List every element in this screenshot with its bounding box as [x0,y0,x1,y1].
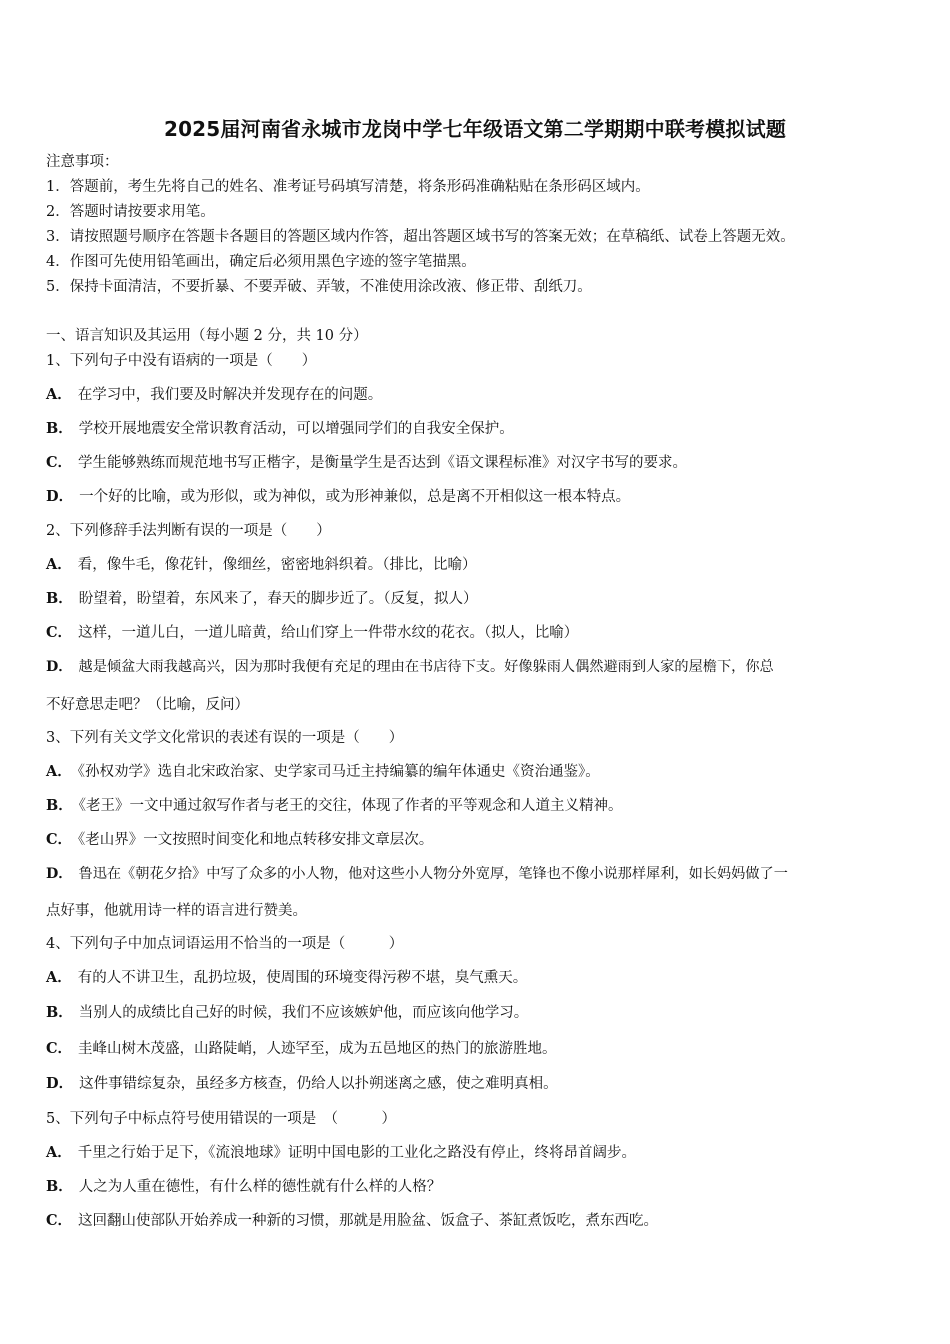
option-text: 盼望着，盼望着，东风来了，春天的脚步近了。（反复，拟人） [78,591,478,607]
question-stem: 1、下列句子中没有语病的一项是（ ） [46,353,317,369]
option-text: 越是倾盆大雨我越高兴，因为那时我便有充足的理由在书店待下支。好像躲雨人偶然避雨到人家的屋檐下，你总 [78,659,774,675]
option-letter: D． [46,1075,74,1092]
option-letter: D． [46,659,73,675]
option-letter: B． [46,797,73,814]
option-letter: C． [46,624,73,641]
option-a [46,556,477,574]
option-letter: B． [46,420,73,437]
notice-item: 5．保持卡面清洁，不要折暴、不要弄破、弄皱，不准使用涂改液、修正带、刮纸刀。 [46,279,592,295]
option-b [46,420,514,438]
option-a [46,1144,636,1162]
option-letter: B． [46,590,73,607]
option-b [46,797,623,815]
option-letter: A． [46,969,72,986]
option-letter: C． [46,1212,73,1229]
option-letter: B． [46,1178,73,1195]
option-text: 有的人不讲卫生，乱扔垃圾，使周围的环境变得污秽不堪，臭气熏天。 [77,970,528,986]
option-c [46,1212,658,1230]
option-letter: A． [46,763,72,780]
option-c [46,831,433,849]
section-heading: 一、语言知识及其运用（每小题 2 分，共 10 分） [46,328,368,344]
option-continuation: 点好事，他就用诗一样的语言进行赞美。 [46,903,307,919]
option-letter: D． [46,488,74,505]
notice-item: 3．请按照题号顺序在答题卡各题目的答题区域内作答，超出答题区域书写的答案无效；在草稿纸、试卷上答题无效。 [46,229,795,245]
option-letter: C． [46,1040,73,1057]
option-a [46,763,600,781]
option-text: 《孙权劝学》选自北宋政治家、史学家司马迁主持编纂的编年体通史《资治通鉴》。 [77,764,600,780]
notice-item: 2．答题时请按要求用笔。 [46,204,215,220]
question-stem: 5、下列句子中标点符号使用错误的一项是 （ ） [46,1111,396,1127]
option-c [46,454,687,472]
option-d [46,1075,558,1093]
option-letter: A． [46,1144,72,1161]
option-text: 这件事错综复杂，虽经多方核查，仍给人以扑朔迷离之感，使之难明真相。 [79,1076,558,1092]
option-text: 一个好的比喻，或为形似，或为神似，或为形神兼似，总是离不开相似这一根本特点。 [79,489,631,505]
option-d [46,658,774,676]
option-letter: A． [46,386,72,403]
option-b [46,590,478,608]
option-text: 这样，一道儿白，一道儿暗黄，给山们穿上一件带水纹的花衣。（拟人，比喻） [78,625,579,641]
notice-item: 4．作图可先使用铅笔画出，确定后必须用黑色字迹的签字笔描黑。 [46,254,476,270]
option-text: 这回翻山使部队开始养成一种新的习惯，那就是用脸盆、饭盒子、茶缸煮饭吃，煮东西吃。 [78,1213,659,1229]
option-text: 当别人的成绩比自己好的时候，我们不应该嫉妒他，而应该向他学习。 [78,1005,529,1021]
notice-heading: 注意事项： [46,154,119,170]
option-a [46,386,382,404]
option-text: 在学习中，我们要及时解决并发现存在的问题。 [77,387,383,403]
exam-title: 2025届河南省永城市龙岗中学七年级语文第二学期期中联考模拟试题 [163,117,787,141]
question-stem: 3、下列有关文学文化常识的表述有误的一项是（ ） [46,730,404,746]
notice-item: 1．答题前，考生先将自己的姓名、准考证号码填写清楚，将条形码准确粘贴在条形码区域内。 [46,179,650,195]
option-text: 《老山界》一文按照时间变化和地点转移安排文章层次。 [78,832,434,848]
option-c [46,624,578,642]
option-text: 千里之行始于足下，《流浪地球》证明中国电影的工业化之路没有停止，终将昂首阔步。 [77,1145,637,1161]
option-d [46,488,630,506]
option-text: 看，像牛毛，像花针，像细丝，密密地斜织着。（排比，比喻） [77,557,477,573]
option-b [46,1004,528,1022]
option-letter: B． [46,1004,73,1021]
option-text: 人之为人重在德性，有什么样的德性就有什么样的人格？ [78,1179,442,1195]
option-d [46,865,788,883]
option-text: 《老王》一文中通过叙写作者与老王的交往，体现了作者的平等观念和人道主义精神。 [78,798,623,814]
option-a [46,969,527,987]
option-letter: C． [46,454,73,471]
option-text: 圭峰山树木茂盛，山路陡峭，人迹罕至，成为五邑地区的热门的旅游胜地。 [78,1041,557,1057]
option-b [46,1178,441,1196]
option-letter: C． [46,831,73,848]
option-text: 学校开展地震安全常识教育活动，可以增强同学们的自我安全保护。 [78,421,514,437]
option-text: 鲁迅在《朝花夕拾》中写了众多的小人物，他对这些小人物分外宽厚，笔锋也不像小说那样犀利，如长妈妈做了一 [78,866,788,882]
option-c [46,1040,557,1058]
question-stem: 4、下列句子中加点词语运用不恰当的一项是（ ） [46,936,404,952]
option-letter: D． [46,866,73,882]
option-letter: A． [46,556,72,573]
question-stem: 2、下列修辞手法判断有误的一项是（ ） [46,523,331,539]
option-text: 学生能够熟练而规范地书写正楷字，是衡量学生是否达到《语文课程标准》对汉字书写的要求。 [78,455,688,471]
option-continuation: 不好意思走吧？（比喻，反问） [46,697,249,713]
